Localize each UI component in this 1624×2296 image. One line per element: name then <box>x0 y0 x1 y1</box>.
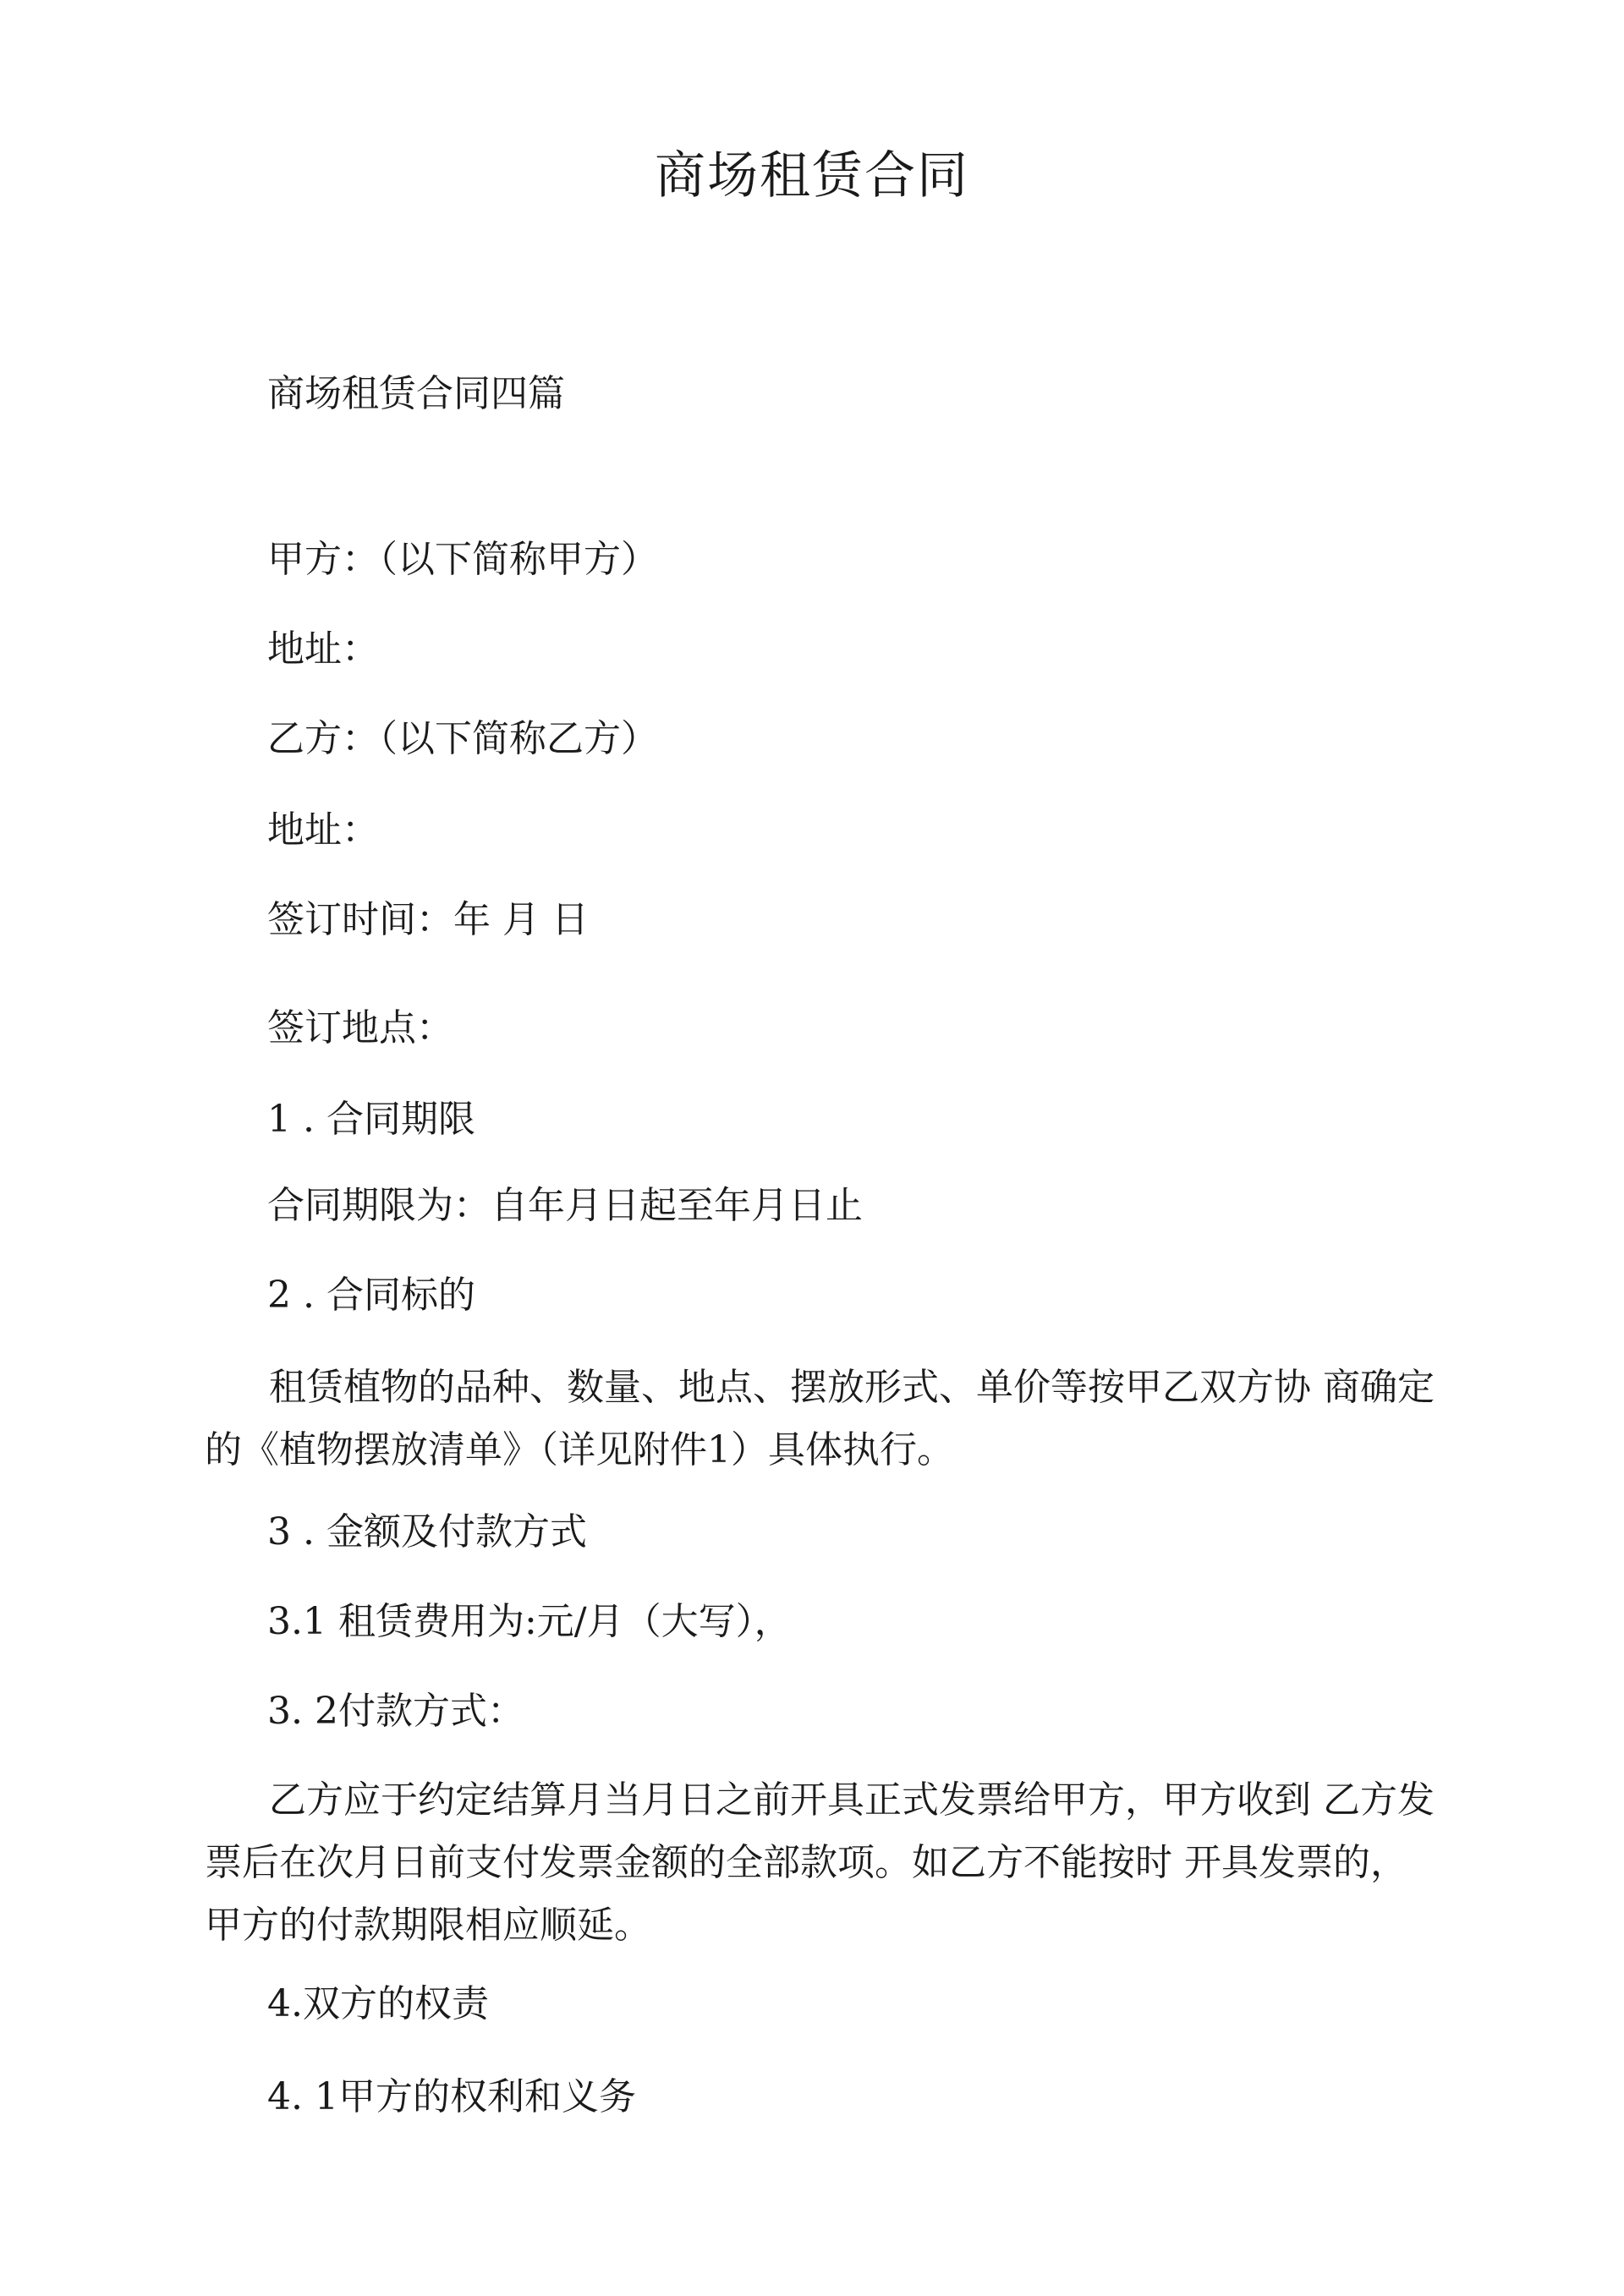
section-4-1-line: 4. 1甲方的权利和义务 <box>267 2075 636 2118</box>
party-a-line: 甲方：（以下简称甲方） <box>267 538 658 581</box>
section-1-heading: 1 . 合同期限 <box>267 1098 475 1141</box>
section-1-text: 合同期限为：自年月日起至年月日止 <box>267 1184 863 1227</box>
party-b-line: 乙方：（以下简称乙方） <box>267 717 658 760</box>
section-2-heading: 2 . 合同标的 <box>267 1274 475 1317</box>
document-subtitle: 商场租赁合同四篇 <box>267 372 565 415</box>
section-3-1-line: 3.1 租赁费用为:元/月（大写）， <box>267 1600 792 1643</box>
section-2-paragraph: 租赁植物的品种、数量、地点、摆放形式、单价等按甲乙双方协 商确定的《植物摆放清单》（详见附件1）具体执行。 <box>205 1366 1435 1471</box>
section-4-heading: 4.双方的权责 <box>267 1982 489 2025</box>
sign-date-line: 签订时间：年 月 日 <box>267 898 589 941</box>
document-title: 商场租赁合同 <box>655 146 969 205</box>
party-a-address: 地址： <box>267 627 379 671</box>
section-3-2-paragraph: 乙方应于约定结算月当月日之前开具正式发票给甲方，甲方收到 乙方发票后在次月日前支付发票金额的全部款项。如乙方不能按时 开具发票的，甲方的付款期限相应顺延。 <box>205 1778 1435 1947</box>
section-3-2-line: 3. 2付款方式： <box>267 1690 524 1733</box>
section-3-heading: 3 . 金额及付款方式 <box>267 1510 587 1553</box>
sign-place-line: 签订地点： <box>267 1006 453 1049</box>
party-b-address: 地址： <box>267 808 379 852</box>
